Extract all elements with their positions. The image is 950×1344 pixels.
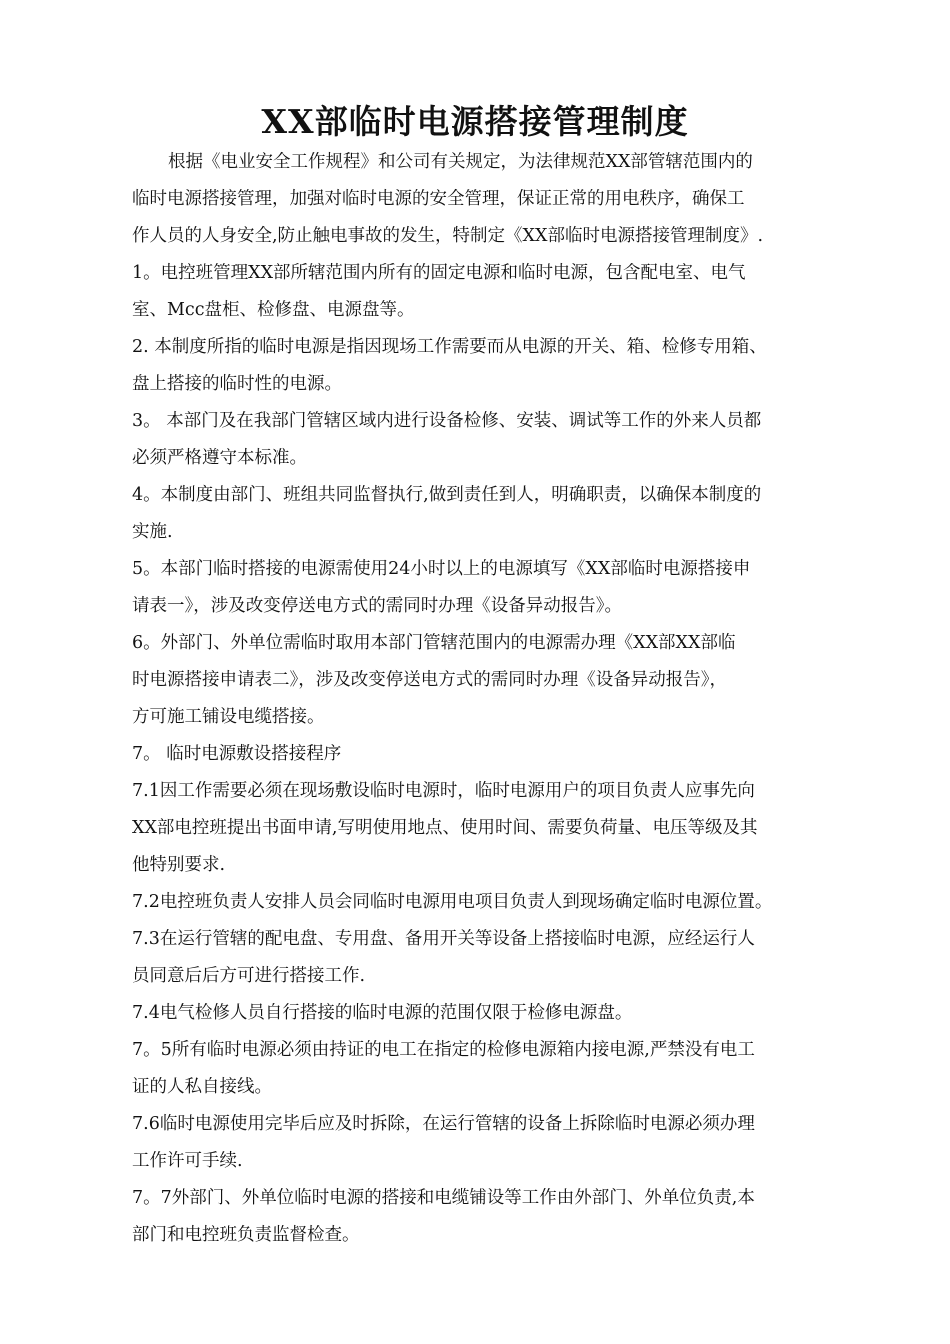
text-line: 4。本制度由部门、班组共同监督执行,做到责任到人，明确职责，以确保本制度的	[132, 485, 762, 505]
paragraph-item-3	[132, 403, 832, 477]
text-line: 盘上搭接的临时性的电源。	[132, 374, 342, 394]
paragraph-item-6	[132, 625, 832, 736]
text-line: 7.3在运行管辖的配电盘、专用盘、备用开关等设备上搭接临时电源，应经运行人	[132, 929, 755, 949]
text-line: 根据《电业安全工作规程》和公司有关规定，为法律规范XX部管辖范围内的	[168, 152, 753, 172]
paragraph-item-7-2	[132, 884, 832, 921]
text-line: 3。 本部门及在我部门管辖区域内进行设备检修、安装、调试等工作的外来人员都	[132, 411, 762, 431]
text-line: XX部电控班提出书面申请,写明使用地点、使用时间、需要负荷量、电压等级及其	[132, 818, 758, 838]
document-title: XX部临时电源搭接管理制度	[261, 102, 689, 141]
text-line: 请表一》，涉及改变停送电方式的需同时办理《设备异动报告》。	[132, 596, 622, 616]
text-line: 7.1因工作需要必须在现场敷设临时电源时，临时电源用户的项目负责人应事先向	[132, 781, 755, 801]
text-line: 6。外部门、外单位需临时取用本部门管辖范围内的电源需办理《XX部XX部临	[132, 633, 736, 653]
text-line: 7.6临时电源使用完毕后应及时拆除，在运行管辖的设备上拆除临时电源必须办理	[132, 1114, 755, 1134]
text-line: 7.2电控班负责人安排人员会同临时电源用电项目负责人到现场确定临时电源位置。	[132, 892, 773, 912]
paragraph-item-7-5	[132, 1032, 832, 1106]
text-line: 1。电控班管理XX部所辖范围内所有的固定电源和临时电源，包含配电室、电气	[132, 263, 746, 283]
text-line: 7.4电气检修人员自行搭接的临时电源的范围仅限于检修电源盘。	[132, 1003, 633, 1023]
paragraph-item-7-4	[132, 995, 832, 1032]
paragraph-item-7	[132, 736, 832, 773]
text-line: 必须严格遵守本标准。	[132, 448, 307, 468]
text-line: 室、Mcc盘柜、检修盘、电源盘等。	[132, 300, 415, 320]
text-line: 部门和电控班负责监督检查。	[132, 1225, 360, 1245]
text-line: 5。本部门临时搭接的电源需使用24小时以上的电源填写《XX部临时电源搭接申	[132, 559, 751, 579]
text-line: 2. 本制度所指的临时电源是指因现场工作需要而从电源的开关、箱、检修专用箱、	[132, 337, 767, 357]
document-body	[132, 144, 832, 1254]
paragraph-item-7-1	[132, 773, 832, 884]
paragraph-item-7-6	[132, 1106, 832, 1180]
paragraph-intro	[132, 144, 832, 255]
text-line: 实施.	[132, 522, 173, 542]
text-line: 时电源搭接申请表二》，涉及改变停送电方式的需同时办理《设备异动报告》，	[132, 670, 727, 690]
text-line: 员同意后后方可进行搭接工作.	[132, 966, 366, 986]
paragraph-item-7-3	[132, 921, 832, 995]
text-line: 7。7外部门、外单位临时电源的搭接和电缆铺设等工作由外部门、外单位负责,本	[132, 1188, 755, 1208]
paragraph-item-4	[132, 477, 832, 551]
text-line: 他特别要求.	[132, 855, 226, 875]
paragraph-item-7-7	[132, 1180, 832, 1254]
paragraph-item-2	[132, 329, 832, 403]
text-line: 作人员的人身安全,防止触电事故的发生，特制定《XX部临时电源搭接管理制度》.	[132, 226, 764, 246]
text-line: 7。5所有临时电源必须由持证的电工在指定的检修电源箱内接电源,严禁没有电工	[132, 1040, 755, 1060]
text-line: 证的人私自接线。	[132, 1077, 272, 1097]
text-line: 7。 临时电源敷设搭接程序	[132, 744, 342, 764]
paragraph-item-5	[132, 551, 832, 625]
text-line: 方可施工铺设电缆搭接。	[132, 707, 325, 727]
paragraph-item-1	[132, 255, 832, 329]
text-line: 工作许可手续.	[132, 1151, 243, 1171]
text-line: 临时电源搭接管理，加强对临时电源的安全管理，保证正常的用电秩序，确保工	[132, 189, 745, 209]
